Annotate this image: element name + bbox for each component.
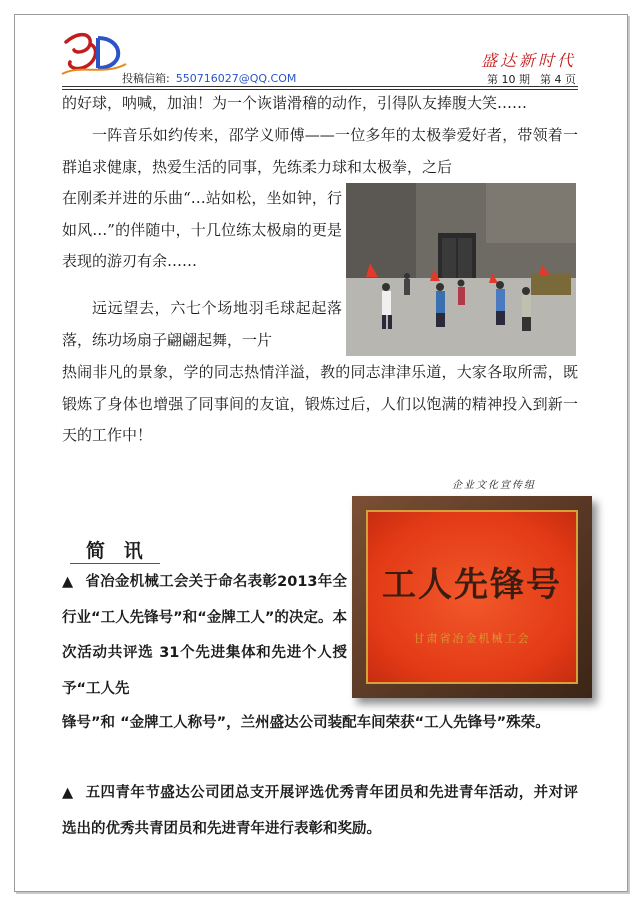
news-heading: 简 讯 — [86, 540, 149, 562]
heading-underline — [70, 563, 160, 564]
news-item — [62, 565, 347, 707]
department-signature: 企业文化宣传组 — [452, 480, 536, 491]
paragraph: 一阵音乐如约传来，邵学义师傅——一位多年的太极拳爱好者，带领着一群追求健康，热爱生活的同事，先练柔力球和太极拳，之后 — [62, 126, 578, 176]
company-logo — [60, 28, 130, 80]
plaque-subtitle: 甘肃省冶金机械工会 — [413, 632, 531, 645]
header-rule — [62, 86, 578, 87]
plaque-title: 工人先锋号 — [382, 565, 562, 605]
plaque-face — [366, 510, 578, 684]
publication-title: 盛达新时代 — [480, 51, 576, 70]
news-item-text: 省冶金机械工会关于命名表彰2013年全行业“工人先锋号”和“金牌工人”的决定。本次活动共评选 31个先进集体和先进个人授予“工人先 — [62, 574, 347, 697]
triangle-bullet-icon: ▲ — [62, 785, 74, 801]
issue-info — [487, 71, 576, 87]
tai-chi-photo — [346, 183, 576, 356]
submit-label: 投稿信箱: — [122, 72, 170, 85]
paragraph: 在刚柔并进的乐曲“…站如松，坐如钟，行如风…”的伴随中，十几位练太极扇的更是表现的游刃有余…… — [62, 189, 342, 271]
submission-email — [122, 70, 296, 86]
email-address[interactable]: 550716027@QQ.COM — [175, 72, 297, 85]
triangle-bullet-icon: ▲ — [62, 574, 74, 590]
honor-plaque — [352, 496, 592, 698]
page-number: 第 4 页 — [540, 73, 576, 86]
news-item-text: 五四青年节盛达公司团总支开展评选优秀青年团员和先进青年活动，并对评选出的优秀共青团员和先进青年进行表彰和奖励。 — [62, 785, 578, 837]
issue-number: 第 10 期 — [487, 73, 530, 86]
news-item-continued: 锋号”和 “金牌工人称号”，兰州盛达公司装配车间荣获“工人先锋号”殊荣。 — [62, 715, 550, 731]
paragraph: 的好球，呐喊，加油！为一个诙谐滑稽的动作，引得队友捧腹大笑…… — [62, 94, 528, 112]
news-item — [62, 776, 578, 847]
paragraph: 远远望去，六七个场地羽毛球起起落落，练功场扇子翩翩起舞，一片 — [62, 299, 342, 349]
paragraph: 热闹非凡的景象，学的同志热情洋溢，教的同志津津乐道，大家各取所需，既锻炼了身体也增强了同事间的友谊，锻炼过后，人们以饱满的精神投入到新一天的工作中！ — [62, 363, 578, 445]
